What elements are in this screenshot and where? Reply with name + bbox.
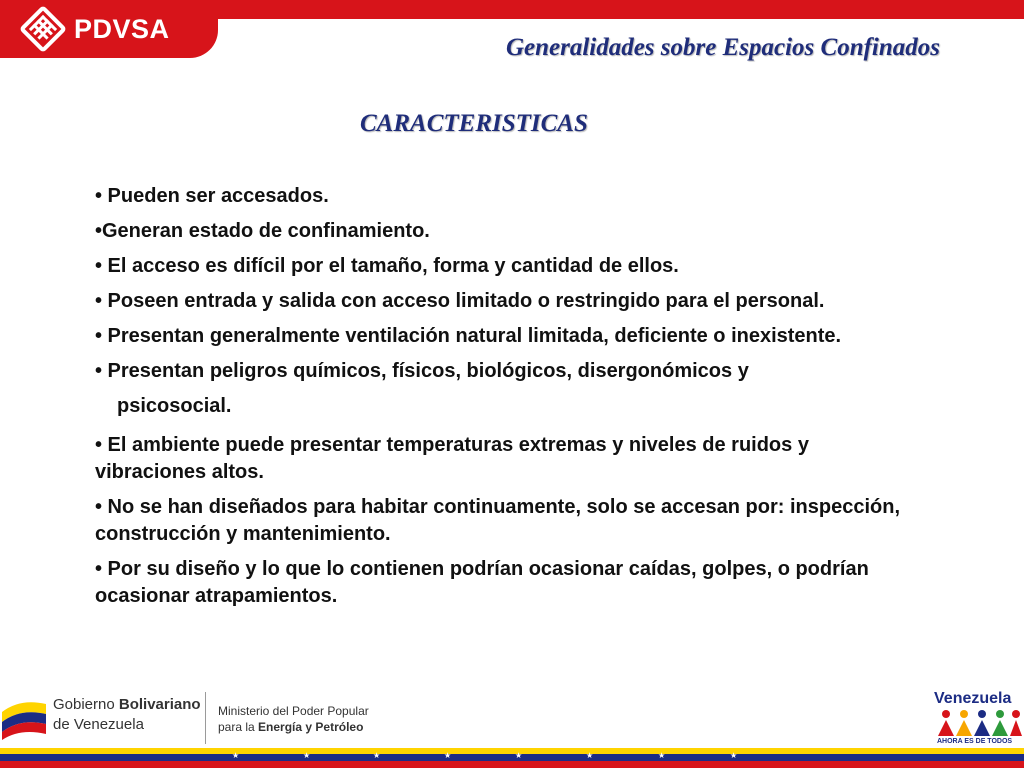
pdvsa-logo-icon	[20, 6, 66, 52]
venezuela-flag-icon	[0, 694, 48, 740]
gobierno-line-2: de Venezuela	[53, 716, 144, 733]
people-figures-icon	[936, 708, 1022, 738]
star-icon: ★	[658, 751, 666, 760]
venezuela-badge-subtitle: AHORA ES DE TODOS	[937, 738, 1013, 745]
bullet-item: • Por su diseño y lo que lo contienen podrían ocasionar caídas, golpes, o podrían ocasionar atrapamientos.	[95, 558, 869, 607]
bullet-item: • No se han diseñados para habitar continuamente, solo se accesan por: inspección, construcción y mantenimiento.	[95, 496, 900, 545]
bullet-item: • Presentan generalmente ventilación natural limitada, deficiente o inexistente.	[95, 325, 842, 347]
star-icon: ★	[303, 751, 311, 760]
slide-footer	[0, 686, 1024, 768]
stripe-red	[0, 761, 1024, 768]
bullet-list	[95, 183, 925, 618]
ministerio-line-2: para la Energía y Petróleo	[218, 720, 364, 734]
pdvsa-logo-plate	[0, 0, 218, 58]
bullet-item: • El acceso es difícil por el tamaño, forma y cantidad de ellos.	[95, 255, 679, 277]
bullet-item: •Generan estado de confinamiento.	[95, 220, 430, 242]
bullet-item: • Pueden ser accesados.	[95, 185, 329, 207]
bullet-item-continuation: psicosocial.	[117, 395, 232, 417]
star-icon: ★	[232, 751, 240, 760]
stripe-blue	[0, 751, 1024, 761]
deck-title: Generalidades sobre Espacios Confinados	[505, 34, 940, 61]
section-title: CARACTERISTICAS	[360, 110, 588, 137]
bullet-item: • El ambiente puede presentar temperaturas extremas y niveles de ruidos y vibraciones altos.	[95, 434, 809, 483]
flag-stripes	[0, 748, 1024, 768]
gobierno-line-1: Gobierno Bolivariano	[53, 696, 201, 713]
bullet-item: • Poseen entrada y salida con acceso limitado o restringido para el personal.	[95, 290, 825, 312]
bullet-item: • Presentan peligros químicos, físicos, biológicos, disergonómicos y	[95, 360, 749, 382]
star-icon: ★	[730, 751, 738, 760]
footer-divider	[205, 692, 206, 744]
pdvsa-logo-text: PDVSA	[74, 14, 170, 44]
star-icon: ★	[373, 751, 381, 760]
venezuela-badge-word: Venezuela	[934, 690, 1012, 707]
star-icon: ★	[444, 751, 452, 760]
star-icon: ★	[586, 751, 594, 760]
star-icon: ★	[515, 751, 523, 760]
slide-header	[0, 0, 1024, 90]
venezuela-badge	[934, 690, 1022, 748]
ministerio-line-1: Ministerio del Poder Popular	[218, 704, 369, 718]
